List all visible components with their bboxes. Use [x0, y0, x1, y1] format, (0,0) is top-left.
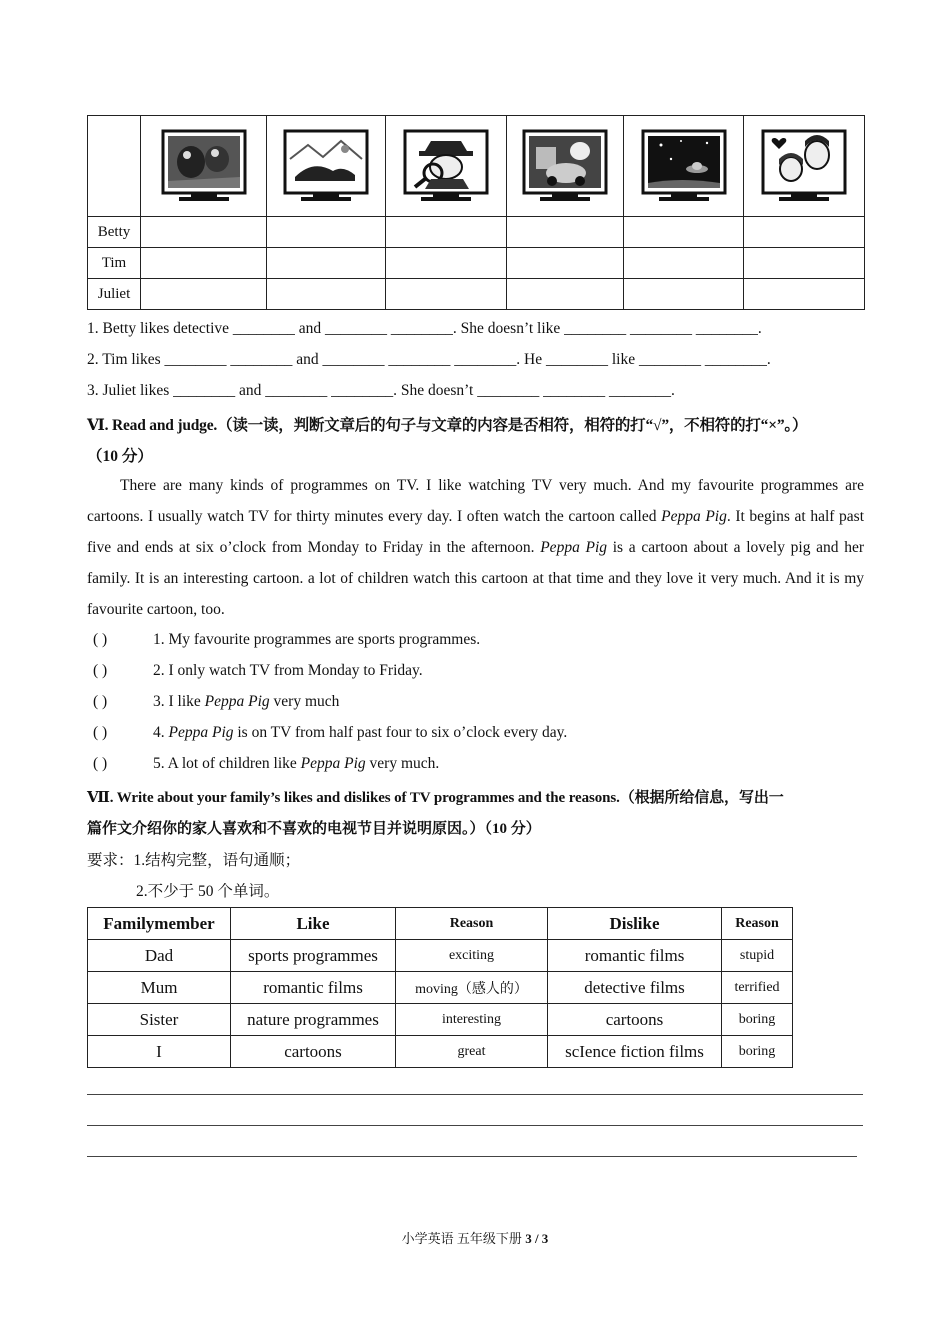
judge-text: is on TV from half past four to six o’clock every day.	[233, 724, 568, 741]
picture-cell-1	[141, 116, 267, 217]
student-name: Betty	[88, 217, 141, 248]
answer-cell[interactable]	[507, 248, 624, 279]
reason-cell: stupid	[722, 940, 793, 972]
table-row	[88, 279, 865, 310]
judge-item-3	[93, 693, 339, 711]
reason-cell: interesting	[396, 1004, 548, 1036]
section-7-title-cont: 篇作文介绍你的家人喜欢和不喜欢的电视节目并说明原因。）（10 分）	[87, 821, 541, 837]
writing-line-3[interactable]	[87, 1156, 857, 1157]
judge-item-4	[93, 724, 567, 742]
answer-parentheses[interactable]: ( )	[93, 693, 108, 710]
answer-cell[interactable]	[624, 248, 744, 279]
header-like: Like	[231, 908, 396, 940]
passage-part-3: is a cartoon about a lovely pig and her family. It is an interesting cartoon. a lot of children watch this cartoon at that time and they love it very much. And it is my favourite cartoon, too.	[87, 539, 865, 618]
answer-cell[interactable]	[624, 217, 744, 248]
passage-title-2: Peppa Pig	[540, 539, 608, 556]
picture-cell-6	[744, 116, 865, 217]
footer-text: 小学英语 五年级下册	[401, 1231, 526, 1246]
answer-cell[interactable]	[744, 248, 865, 279]
science-fiction-picture	[641, 129, 727, 203]
judge-item-5	[93, 755, 439, 773]
answer-cell[interactable]	[267, 279, 386, 310]
picture-cell-5	[624, 116, 744, 217]
table-row	[88, 1004, 793, 1036]
passage-part-1: There are many kinds of programmes on TV. I like watching TV very much. And my favourite programmes are cartoons. I usually watch TV for thirty minutes every day. I often watch the cartoon called	[87, 477, 864, 525]
requirement-1: 要求：1.结构完整，语句通顺；	[87, 852, 301, 869]
passage-part-2: . It begins at half past five and ends at six o’clock from Monday to Friday in the afternoon.	[87, 508, 864, 556]
table-row	[88, 940, 793, 972]
dislike-cell: detective films	[548, 972, 722, 1004]
like-cell: romantic films	[231, 972, 396, 1004]
like-cell: nature programmes	[231, 1004, 396, 1036]
answer-cell[interactable]	[386, 248, 507, 279]
family-likes-table	[87, 907, 793, 1068]
answer-cell[interactable]	[507, 279, 624, 310]
sentence-1: 1. Betty likes detective ________ and ________ ________. She doesn’t like ________ ________ ________.	[87, 320, 762, 337]
answer-cell[interactable]	[141, 248, 267, 279]
passage-title-1: Peppa Pig	[661, 508, 727, 525]
section-6-title: Ⅵ. Read and judge.（读一读，判断文章后的句子与文章的内容是否相符，相符的打“√”，不相符的打“×”。）	[87, 417, 808, 434]
answer-parentheses[interactable]: ( )	[93, 631, 108, 648]
header-reason: Reason	[396, 908, 548, 940]
answer-cell[interactable]	[507, 217, 624, 248]
answer-parentheses[interactable]: ( )	[93, 755, 108, 772]
judge-text: 2. I only watch TV from Monday to Friday.	[153, 662, 423, 679]
judge-text: 1. My favourite programmes are sports programmes.	[153, 631, 481, 648]
reason-cell: boring	[722, 1036, 793, 1068]
answer-parentheses[interactable]: ( )	[93, 724, 108, 741]
section-7-title: Ⅶ. Write about your family’s likes and dislikes of TV programmes and the reasons.（根据所给信息，写出一	[87, 790, 784, 806]
judge-title: Peppa Pig	[168, 724, 234, 741]
section-6-score: （10 分）	[87, 448, 153, 465]
table-row	[88, 1036, 793, 1068]
dislike-cell: scIence fiction films	[548, 1036, 722, 1068]
reason-cell: terrified	[722, 972, 793, 1004]
reading-passage	[87, 470, 864, 625]
picture-cell-2	[267, 116, 386, 217]
romantic-film-picture	[761, 129, 847, 203]
dislike-cell: cartoons	[548, 1004, 722, 1036]
judge-item-1	[93, 631, 480, 649]
table-header-row	[88, 908, 793, 940]
judge-title: Peppa Pig	[300, 755, 366, 772]
answer-parentheses[interactable]: ( )	[93, 662, 108, 679]
picture-cell-4	[507, 116, 624, 217]
judge-text: very much.	[365, 755, 440, 772]
answer-cell[interactable]	[624, 279, 744, 310]
answer-cell[interactable]	[386, 217, 507, 248]
like-cell: cartoons	[231, 1036, 396, 1068]
table-row	[88, 972, 793, 1004]
cartoon-picture	[522, 129, 608, 203]
reason-cell: moving（感人的）	[396, 972, 548, 1004]
corner-cell	[88, 116, 141, 217]
judge-text: 5. A lot of children like	[153, 755, 301, 772]
answer-cell[interactable]	[744, 279, 865, 310]
tv-programme-table	[87, 115, 865, 310]
table-row	[88, 248, 865, 279]
judge-text: 4.	[153, 724, 169, 741]
detective-picture	[403, 129, 489, 203]
judge-text: very much	[269, 693, 340, 710]
writing-line-1[interactable]	[87, 1094, 863, 1095]
reason-cell: great	[396, 1036, 548, 1068]
family-member: Dad	[88, 940, 231, 972]
family-member: Mum	[88, 972, 231, 1004]
answer-cell[interactable]	[386, 279, 507, 310]
judge-item-2	[93, 662, 423, 680]
like-cell: sports programmes	[231, 940, 396, 972]
header-reason: Reason	[722, 908, 793, 940]
student-name: Tim	[88, 248, 141, 279]
page-footer	[0, 1228, 950, 1247]
picture-cell-3	[386, 116, 507, 217]
answer-cell[interactable]	[141, 279, 267, 310]
reason-cell: exciting	[396, 940, 548, 972]
dislike-cell: romantic films	[548, 940, 722, 972]
header-dislike: Dislike	[548, 908, 722, 940]
picture-row	[88, 116, 865, 217]
animal-cartoon-picture	[161, 129, 247, 203]
nature-programme-picture	[283, 129, 369, 203]
answer-cell[interactable]	[141, 217, 267, 248]
family-member: Sister	[88, 1004, 231, 1036]
answer-cell[interactable]	[267, 248, 386, 279]
judge-text: 3. I like	[153, 693, 205, 710]
table-row	[88, 217, 865, 248]
writing-line-2[interactable]	[87, 1125, 863, 1126]
page-number: 3 / 3	[525, 1231, 549, 1246]
sentence-3: 3. Juliet likes ________ and ________ ________. She doesn’t ________ ________ ________.	[87, 382, 675, 399]
requirement-2: 2.不少于 50 个单词。	[136, 883, 280, 900]
answer-cell[interactable]	[267, 217, 386, 248]
reason-cell: boring	[722, 1004, 793, 1036]
judge-title: Peppa Pig	[204, 693, 270, 710]
header-family-member: Familymember	[88, 908, 231, 940]
sentence-2: 2. Tim likes ________ ________ and ________ ________ ________. He ________ like ________ ________.	[87, 351, 771, 368]
student-name: Juliet	[88, 279, 141, 310]
family-member: I	[88, 1036, 231, 1068]
answer-cell[interactable]	[744, 217, 865, 248]
